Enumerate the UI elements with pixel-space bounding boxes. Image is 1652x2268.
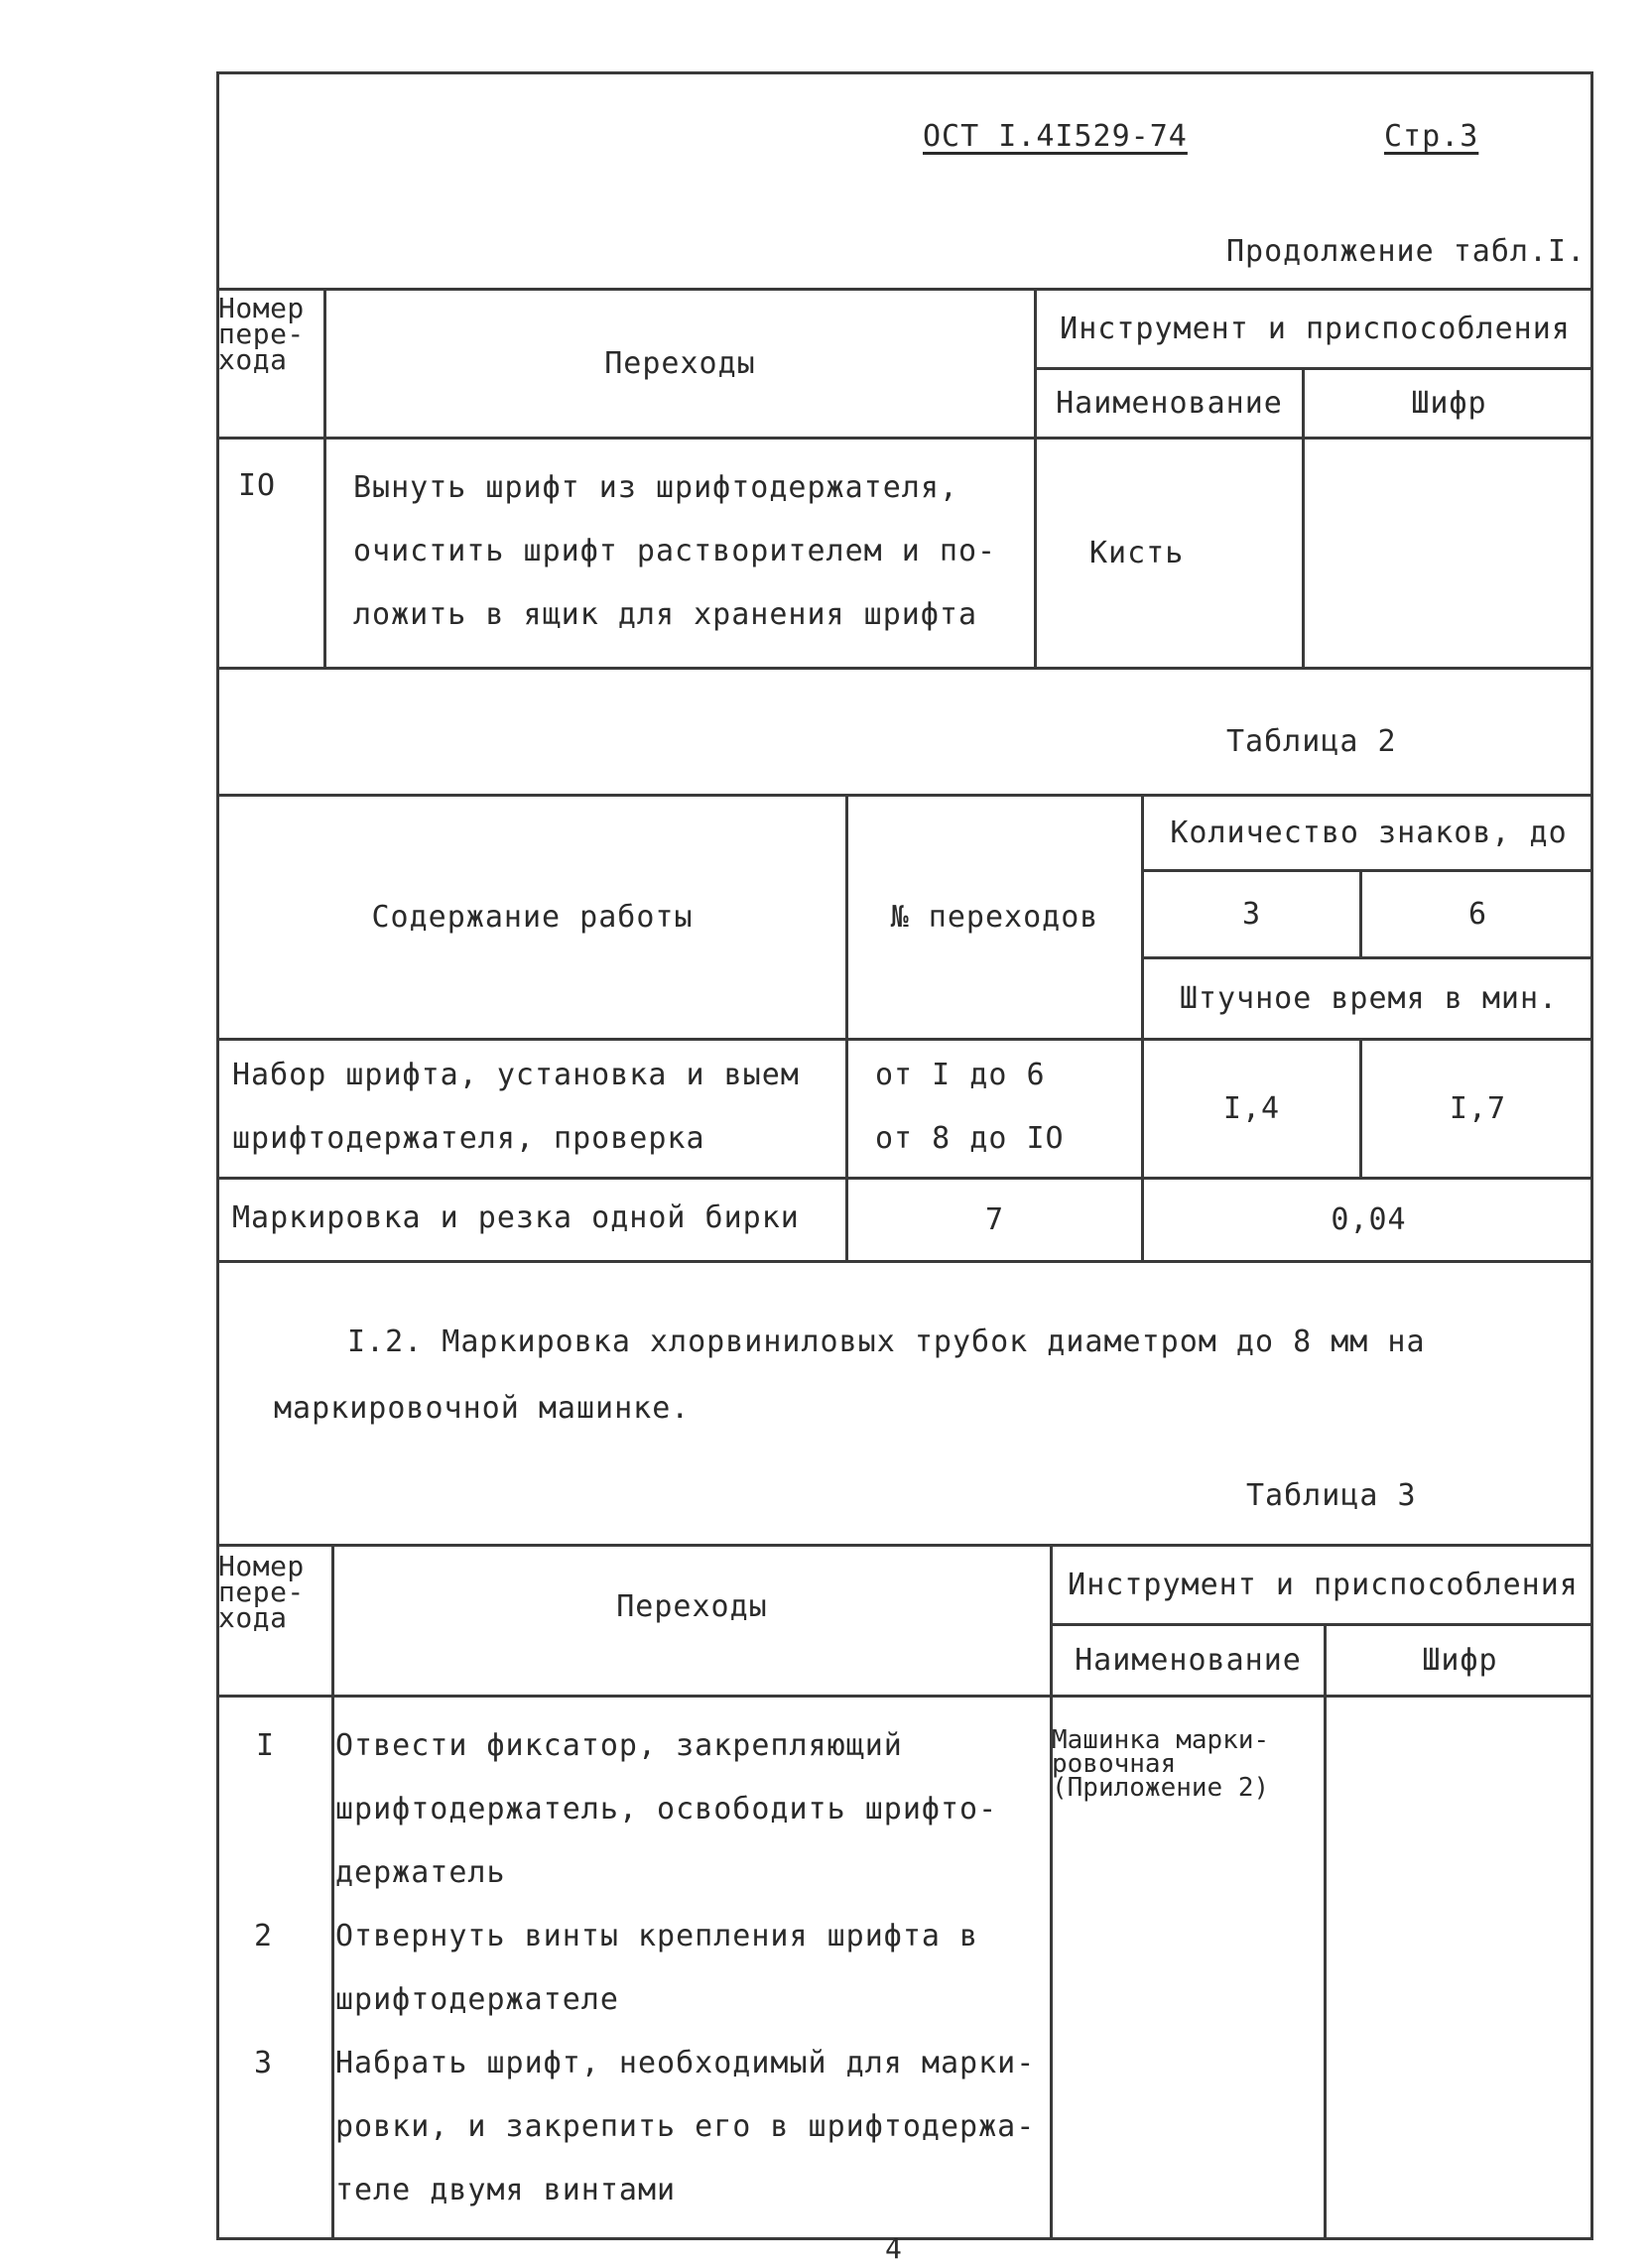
table3-row2-number: 2 xyxy=(254,1919,274,1953)
table2-row1-value-3: I,4 xyxy=(1222,1091,1281,1126)
table2-row2-value: 0,04 xyxy=(1331,1202,1407,1237)
table2-row1-transitions: от I до 6 от 8 до IO xyxy=(875,1058,1065,1156)
table3-col-code-header: Шифр xyxy=(1422,1643,1498,1678)
table3-row1-number: I xyxy=(256,1728,276,1763)
section-heading-line2: маркировочной машинке. xyxy=(274,1391,691,1426)
table2-col-count-header: Количество знаков, до xyxy=(1170,816,1568,850)
table1-row-number: IO xyxy=(238,468,277,503)
table2-col-transitions-header: № переходов xyxy=(890,900,1099,935)
table1-col-transitions-header: Переходы xyxy=(604,346,756,381)
table2-col-work-header: Содержание работы xyxy=(371,900,694,935)
table1-row-tool: Кисть xyxy=(1089,536,1185,570)
table3-row2-text: Отвернуть винты крепления шрифта в шрифтодержателе xyxy=(335,1919,979,2017)
table3-tool-name: Машинка марки- ровочная (Приложение 2) xyxy=(1052,1725,1270,1803)
table3-col-transitions-header: Переходы xyxy=(616,1588,768,1624)
table3-row1-text: Отвести фиксатор, закрепляющий шрифтодержатель, освободить шрифто- держатель xyxy=(335,1728,998,1890)
table2-row1-value-6: I,7 xyxy=(1449,1091,1507,1126)
table1-col-name-header: Наименование xyxy=(1056,386,1283,421)
table1-continuation-caption: Продолжение табл.I. xyxy=(1226,234,1587,269)
table3-row3-number: 3 xyxy=(254,2046,274,2080)
table3-col-number-header: Номер пере- хода xyxy=(218,1550,305,1634)
section-heading-line1: I.2. Маркировка хлорвиниловых трубок диаметром до 8 мм на xyxy=(347,1324,1426,1359)
table1-col-number-header: Номер пере- хода xyxy=(218,292,305,376)
table1-row-text: Вынуть шрифт из шрифтодержателя, очистить шрифт растворителем и по- ложить в ящик для хранения шрифта xyxy=(353,470,997,632)
table2-caption: Таблица 2 xyxy=(1226,724,1397,759)
page-number: 4 xyxy=(885,2232,903,2265)
table2-row2-transitions: 7 xyxy=(984,1202,1005,1237)
page-label: Стр.3 xyxy=(1384,119,1479,154)
table3-caption: Таблица 3 xyxy=(1246,1478,1417,1513)
table2-count-6: 6 xyxy=(1467,897,1488,932)
table2-piece-time-header: Штучное время в мин. xyxy=(1179,981,1559,1016)
table1-col-code-header: Шифр xyxy=(1411,386,1487,421)
document-code: ОСТ I.4I529-74 xyxy=(923,119,1188,154)
table2-row1-work: Набор шрифта, установка и выем шрифтодержателя, проверка xyxy=(232,1058,800,1156)
table3-col-tools-header: Инструмент и приспособления xyxy=(1068,1568,1579,1602)
table3-col-name-header: Наименование xyxy=(1075,1643,1302,1678)
table1-col-tools-header: Инструмент и приспособления xyxy=(1060,312,1571,346)
table2-count-3: 3 xyxy=(1241,897,1262,932)
table2-row2-work: Маркировка и резка одной бирки xyxy=(232,1200,800,1235)
table3-row3-text: Набрать шрифт, необходимый для марки- ровки, и закрепить его в шрифтодержа- теле двумя винтами xyxy=(335,2046,1036,2207)
